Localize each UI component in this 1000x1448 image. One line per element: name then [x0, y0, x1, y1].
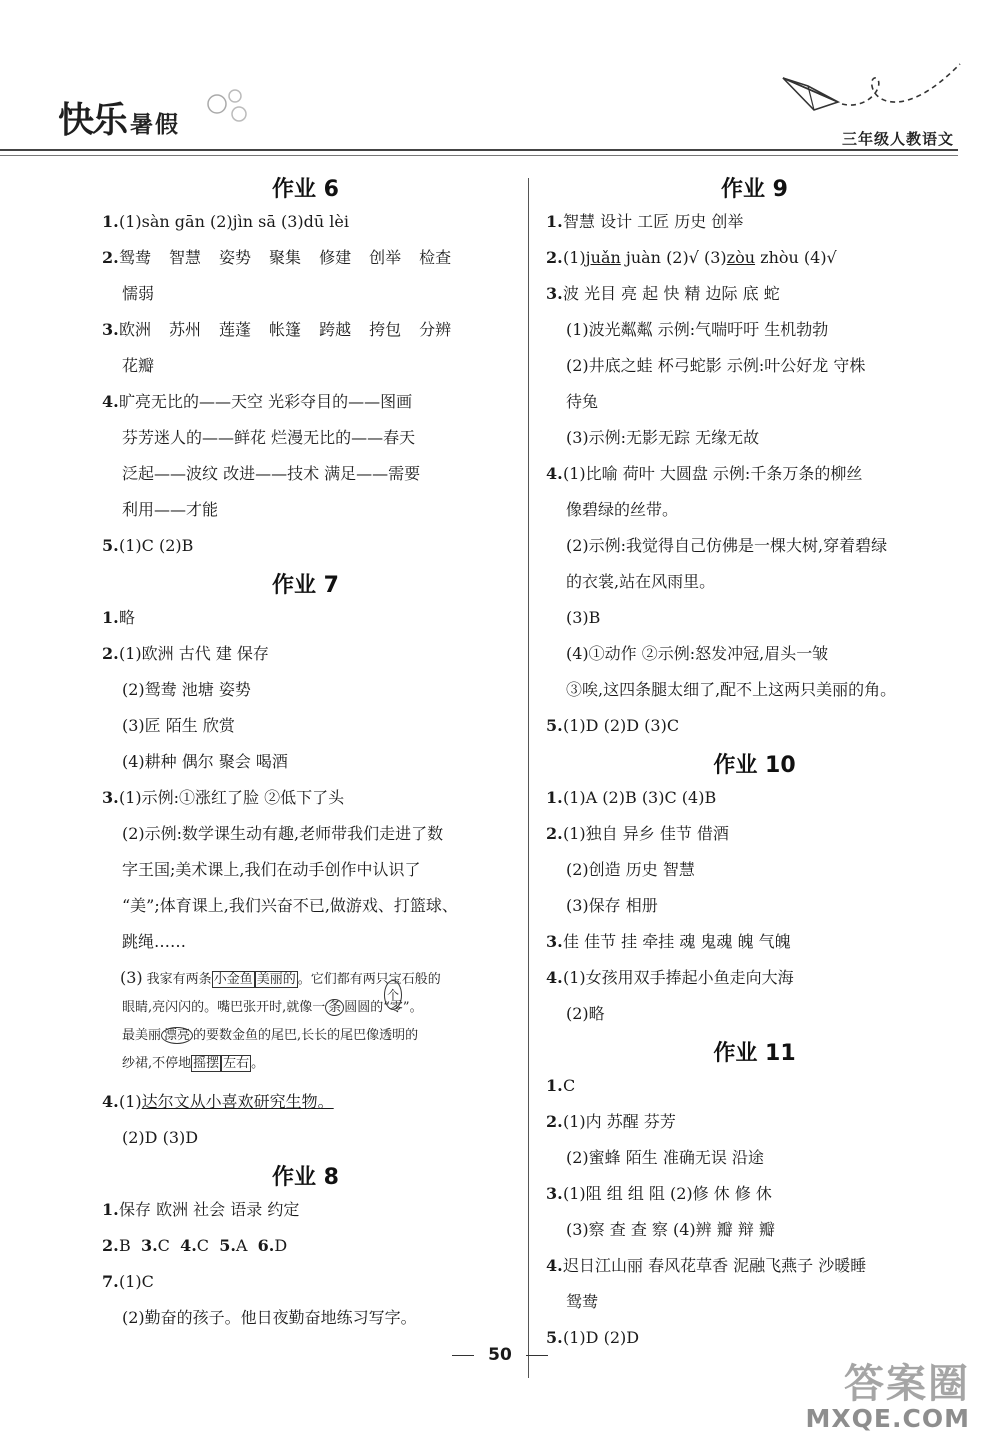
question-line: 像碧绿的丝带。 [566, 500, 679, 519]
column-divider [528, 178, 529, 1378]
question-line: (4)耕种 偶尔 聚会 喝酒 [122, 752, 288, 771]
question-line: (2)示例:数学课生动有趣,老师带我们走进了数 [122, 824, 444, 843]
question-item: 4. 旷亮无比的——天空 光彩夺目的——图画 [102, 392, 413, 411]
question-item: 3. 欧洲 苏州 莲蓬 帐篷 跨越 挎包 分辨 [108, 312, 503, 348]
section-title: 作业 11 [713, 1041, 796, 1066]
question-line: 泛起——波纹 改进——技术 满足——需要 [122, 464, 421, 483]
question-line: 懦弱 [122, 284, 155, 303]
paper-plane-icon [778, 58, 968, 120]
question-item: 2. (1)内 苏醒 芬芳 [546, 1112, 676, 1131]
question-item: 1. 略 [102, 608, 136, 627]
question-item: 3. 波 光目 亮 起 快 精 边际 底 蛇 [546, 284, 780, 303]
question-line: (2)略 [566, 1004, 605, 1023]
question-item: 7. (1)C [102, 1272, 154, 1291]
question-item: 2. (1)欧洲 古代 建 保存 [102, 644, 269, 663]
question-line: (2)井底之蛙 杯弓蛇影 示例:叶公好龙 守株 [566, 356, 866, 375]
question-item: 4. (1)比喻 荷叶 大圆盘 示例:千条万条的柳丝 [546, 464, 863, 483]
question-item: 5. (1)D (2)D (3)C [546, 716, 680, 735]
question-line: (2)D (3)D [122, 1128, 199, 1147]
question-line: (2)创造 历史 智慧 [566, 860, 695, 879]
question-line: 芬芳迷人的——鲜花 烂漫无比的——春天 [122, 428, 416, 447]
question-line: 跳绳…… [122, 932, 187, 951]
word-list: 鸳鸯 智慧 姿势 聚集 修建 创举 检查 [119, 248, 452, 267]
page-number: 50 [0, 1345, 1000, 1365]
question-line: (3)B [566, 608, 601, 627]
question-item: 5. (1)C (2)B [102, 536, 194, 555]
question-item: 1. 智慧 设计 工匠 历史 创举 [546, 212, 744, 231]
section-title: 作业 8 [272, 1165, 339, 1190]
question-line: (4)①动作 ②示例:怒发冲冠,眉头一皱 [566, 644, 829, 663]
question-item: 3. (1)示例:①涨红了脸 ②低下了头 [102, 788, 345, 807]
watermark-logo-text: 答案圈 [844, 1361, 970, 1407]
question-item: 4. (1)达尔文从小喜欢研究生物。 [102, 1092, 334, 1111]
question-item: 5. (1)D (2)D [546, 1328, 640, 1347]
question-line: (3)察 查 查 察 (4)辨 瓣 辩 瓣 [566, 1220, 775, 1239]
question-item: 3. 佳 佳节 挂 牵挂 魂 鬼魂 魄 气魄 [546, 932, 791, 951]
question-line: 花瓣 [122, 356, 155, 375]
question-item: 1. C [546, 1076, 576, 1095]
passage-line: 最美丽 漂亮 的要数金鱼的尾巴,长长的尾巴像透明的 [122, 1028, 419, 1043]
question-item: 1. (1)sàn gān (2)jìn sā (3)dū lèi [102, 212, 349, 231]
insert-mark: 个 [384, 980, 402, 1010]
question-line: (2)示例:我觉得自己仿佛是一棵大树,穿着碧绿 [566, 536, 888, 555]
grade-subject-label: 三年级人教语文 [841, 130, 954, 148]
left-column [102, 168, 503, 1336]
header-rule [0, 149, 958, 156]
question-line: (1)波光粼粼 示例:气喘吁吁 生机勃勃 [566, 320, 829, 339]
question-line: (2)鸳鸯 池塘 姿势 [122, 680, 251, 699]
question-line: 字王国;美术课上,我们在动手创作中认识了 [122, 860, 421, 879]
question-item: 4. 迟日江山丽 春风花草香 泥融飞燕子 沙暖睡 [546, 1256, 867, 1275]
question-item: 2. (1)独自 异乡 佳节 借酒 [546, 824, 729, 843]
section-title: 作业 10 [713, 753, 796, 778]
question-line: (3)保存 相册 [566, 896, 658, 915]
logo-small-text: 暑假 [130, 112, 181, 138]
question-line: 的衣裳,站在风雨里。 [566, 572, 716, 591]
passage-line: 眼睛,亮闪闪的。嘴巴张开时,就像一 条 圆圆的“零”。 个 [122, 994, 503, 1022]
question-line: ③唉,这四条腿太细了,配不上这两只美丽的角。 [566, 680, 897, 699]
section-title: 作业 7 [272, 573, 339, 598]
section-title: 作业 6 [272, 177, 339, 202]
logo-big-text: 快乐 [58, 100, 127, 141]
page-header [0, 0, 1000, 160]
question-item: 2. 鸳鸯 智慧 姿势 聚集 修建 创举 检查 [108, 240, 503, 276]
question-line: 利用——才能 [122, 500, 219, 519]
revised-passage [108, 964, 503, 1078]
question-item: 4. (1)女孩用双手捧起小鱼走向大海 [546, 968, 794, 987]
question-line: 待兔 [566, 392, 599, 411]
section-title: 作业 9 [721, 177, 788, 202]
passage-line: 纱裙,不停地 摇摆 左右 。 [122, 1056, 265, 1071]
book-logo [58, 92, 180, 143]
question-item: 3. (1)阻 组 组 阻 (2)修 休 修 休 [546, 1184, 772, 1203]
right-column [546, 168, 957, 1356]
question-item: 1. 保存 欧洲 社会 语录 约定 [102, 1200, 300, 1219]
question-line: (3)示例:无影无踪 无缘无故 [566, 428, 760, 447]
question-line: (3)匠 陌生 欣赏 [122, 716, 235, 735]
watermark [805, 1352, 970, 1433]
question-line: 鸳鸯 [566, 1292, 599, 1311]
question-item: 2. B 3.C 4.C 5.A 6.D [102, 1236, 288, 1255]
question-line: “美”;体育课上,我们兴奋不已,做游戏、打篮球、 [122, 896, 458, 915]
word-list: 欧洲 苏州 莲蓬 帐篷 跨越 挎包 分辨 [119, 320, 452, 339]
passage-line: (3) 我家有两条 小金鱼 美丽的 。它们都有两只宝石般的 [120, 968, 441, 987]
bubble-decoration-icon [205, 82, 255, 132]
question-item: 2. (1)juǎn juàn (2)√ (3)zòu zhòu (4)√ [546, 248, 837, 267]
watermark-url-text: MXQE.COM [805, 1404, 970, 1433]
question-line: (2)勤奋的孩子。他日夜勤奋地练习写字。 [122, 1308, 417, 1327]
question-item: 1. (1)A (2)B (3)C (4)B [546, 788, 717, 807]
question-line: (2)蜜蜂 陌生 准确无误 沿途 [566, 1148, 764, 1167]
